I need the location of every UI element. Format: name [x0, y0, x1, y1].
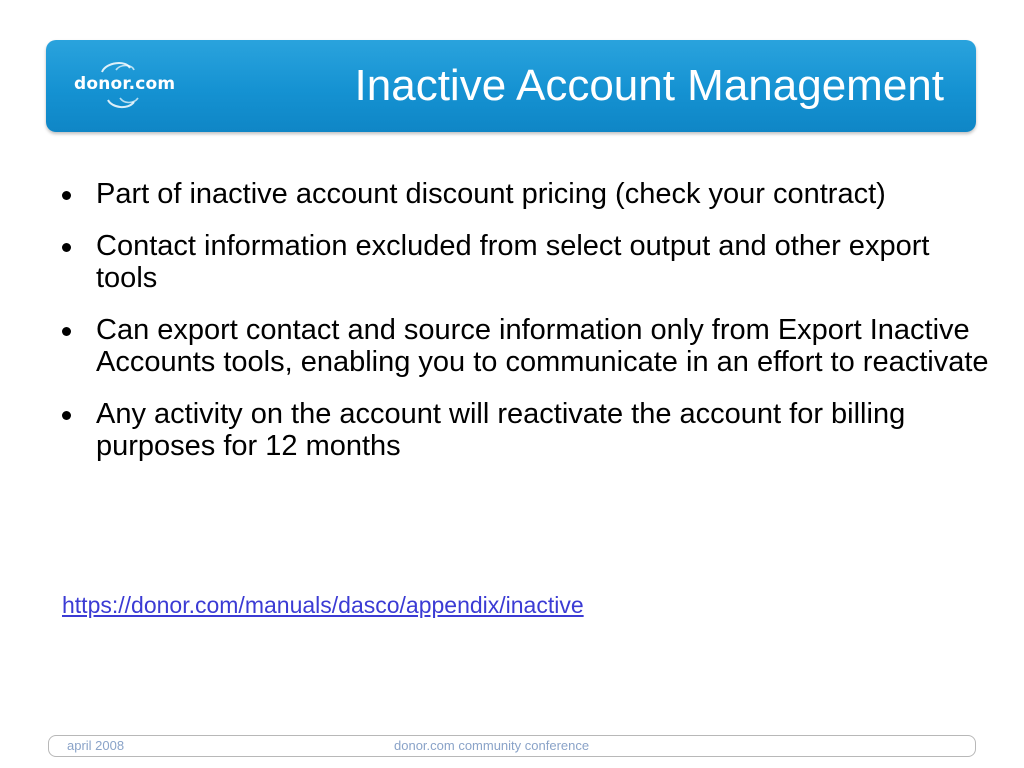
- footer-bar: [48, 735, 976, 757]
- header-bar: [46, 40, 976, 132]
- logo-text: donor.com: [74, 74, 176, 94]
- donor-com-logo: [68, 58, 178, 114]
- list-item: [62, 398, 992, 462]
- list-item: [62, 314, 992, 378]
- bullet-text: Can export contact and source information only from Export Inactive Accounts tools, enabling you to communicate in an effort to reactivate: [96, 314, 989, 378]
- bullet-list: [62, 178, 992, 482]
- bullet-text: Part of inactive account discount pricing (check your contract): [96, 178, 886, 210]
- list-item: [62, 230, 992, 294]
- bullet-dot-icon: [62, 411, 71, 420]
- page-title: Inactive Account Management: [354, 61, 944, 110]
- bullet-dot-icon: [62, 191, 71, 200]
- bullet-dot-icon: [62, 327, 71, 336]
- bullet-text: Any activity on the account will reactivate the account for billing purposes for 12 months: [96, 398, 906, 462]
- footer-date: april 2008: [67, 738, 125, 753]
- list-item: [62, 178, 992, 210]
- footer-event: donor.com community conference: [394, 738, 590, 753]
- bullet-text: Contact information excluded from select output and other export tools: [96, 230, 930, 294]
- bullet-dot-icon: [62, 243, 71, 252]
- inactive-accounts-manual-link[interactable]: https://donor.com/manuals/dasco/appendix/inactive: [62, 592, 584, 618]
